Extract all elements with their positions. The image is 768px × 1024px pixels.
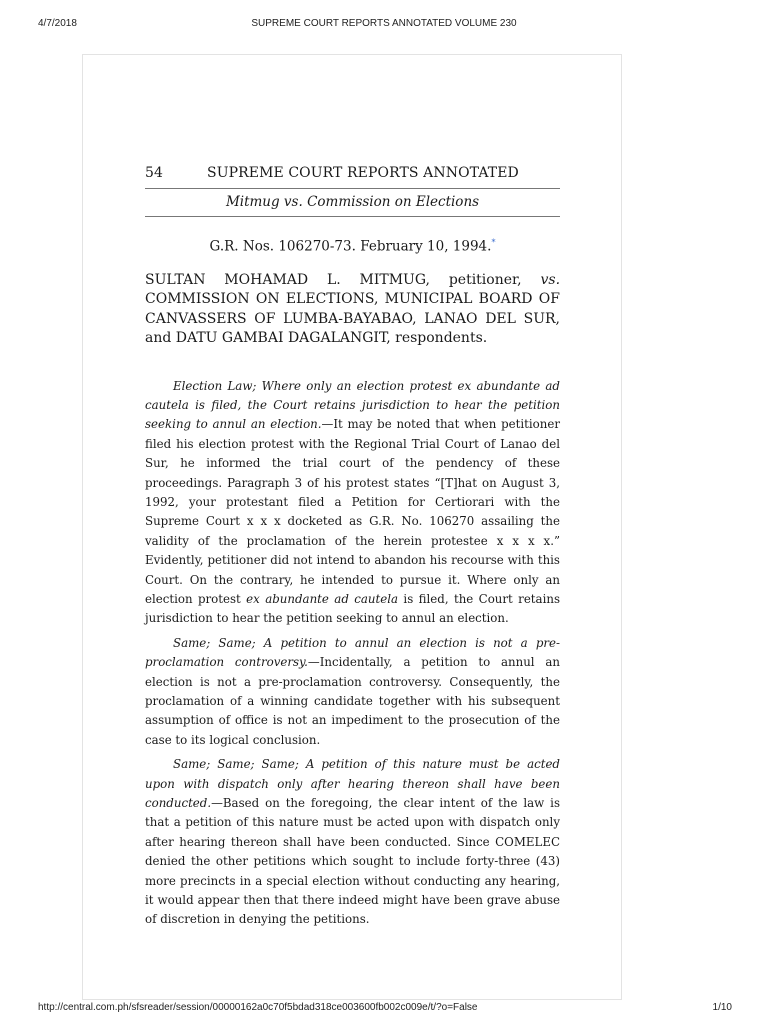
syllabus <box>145 377 560 930</box>
syllabus-paragraph-1 <box>145 377 560 629</box>
browser-print-footer <box>0 1000 768 1024</box>
syllabus-text-2: —Incidentally, a petition to annul an election is not a pre-proclamation controversy. Consequently, the proclamation of a winning candidate together with his subsequent assumption of office is not an impediment to the prosecution of the case to its logical conclusion. <box>145 655 560 747</box>
petitioner: SULTAN MOHAMAD L. MITMUG, petitioner, <box>145 271 522 288</box>
print-document-title: SUPREME COURT REPORTS ANNOTATED VOLUME 230 <box>251 18 517 29</box>
gr-number: G.R. Nos. 106270-73. February 10, 1994. <box>209 238 492 255</box>
browser-print-header <box>0 0 768 40</box>
case-subtitle: Mitmug vs. Commission on Elections <box>225 194 480 210</box>
syllabus-text-3: —Based on the foregoing, the clear intent of the law is that a petition of this nature must be acted upon with dispatch only after hearing thereon shall have been conducted. Since COMELEC denied the other petitions which sought to include forty-three (43) more precincts in a special election without conducting any hearing, it would appear then that there indeed might have been grave abuse of discretion in denying the petitions. <box>145 796 560 927</box>
print-date: 4/7/2018 <box>38 18 77 29</box>
syllabus-heading-3: Same; Same; Same; A petition of this nature must be acted upon with dispatch only after hearing thereon shall have been conducted. <box>145 757 560 811</box>
versus: vs. <box>540 271 561 288</box>
case-parties <box>145 271 560 349</box>
syllabus-heading-1: Election Law; Where only an election protest ex abundante ad cautela is filed, the Court retains jurisdiction to hear the petition seeking to annul an election. <box>145 378 560 432</box>
syllabus-italic-1: ex abundante ad cautela <box>246 591 399 606</box>
print-url: http://central.com.ph/sfsreader/session/00000162a0c70f5bdad318ce003600fb002c009e/t/?o=False <box>38 1002 478 1013</box>
syllabus-paragraph-2 <box>145 634 560 750</box>
syllabus-text-1a: —It may be noted that when petitioner filed his election protest with the Regional Trial Court of Lanao del Sur, he informed the trial court of the pendency of these proceedings. Paragraph 3 of his protest states “[T]hat on August 3, 1992, your protestant filed a Petition for Certiorari with the Supreme Court x x x docketed as G.R. No. 106270 assailing the validity of the proclamation of the herein protestee x x x x.” Evidently, petitioner did not intend to abandon his recourse with this Court. On the contrary, he intended to pursue it. Where only an election protest <box>145 417 561 606</box>
gr-number-line <box>145 233 560 257</box>
syllabus-heading-2: Same; Same; A petition to annul an election is not a pre-proclamation controversy. <box>145 635 560 670</box>
reporter-title: SUPREME COURT REPORTS ANNOTATED <box>207 165 519 181</box>
page-number: 54 <box>145 165 164 181</box>
print-page-indicator: 1/10 <box>712 1002 732 1013</box>
footnote-link[interactable]: * <box>491 238 496 247</box>
syllabus-paragraph-3 <box>145 755 560 930</box>
syllabus-text-1b: is filed, the Court retains jurisdiction to hear the petition seeking to annul an election. <box>145 591 561 626</box>
document-content <box>145 164 560 935</box>
header-rule-bottom <box>145 216 560 217</box>
running-head <box>145 164 560 182</box>
respondents: COMMISSION ON ELECTIONS, MUNICIPAL BOARD OF CANVASSERS OF LUMBA-BAYABAO, LANAO DEL SUR, and DATU GAMBAI DAGALANGIT, respondents. <box>145 291 560 346</box>
